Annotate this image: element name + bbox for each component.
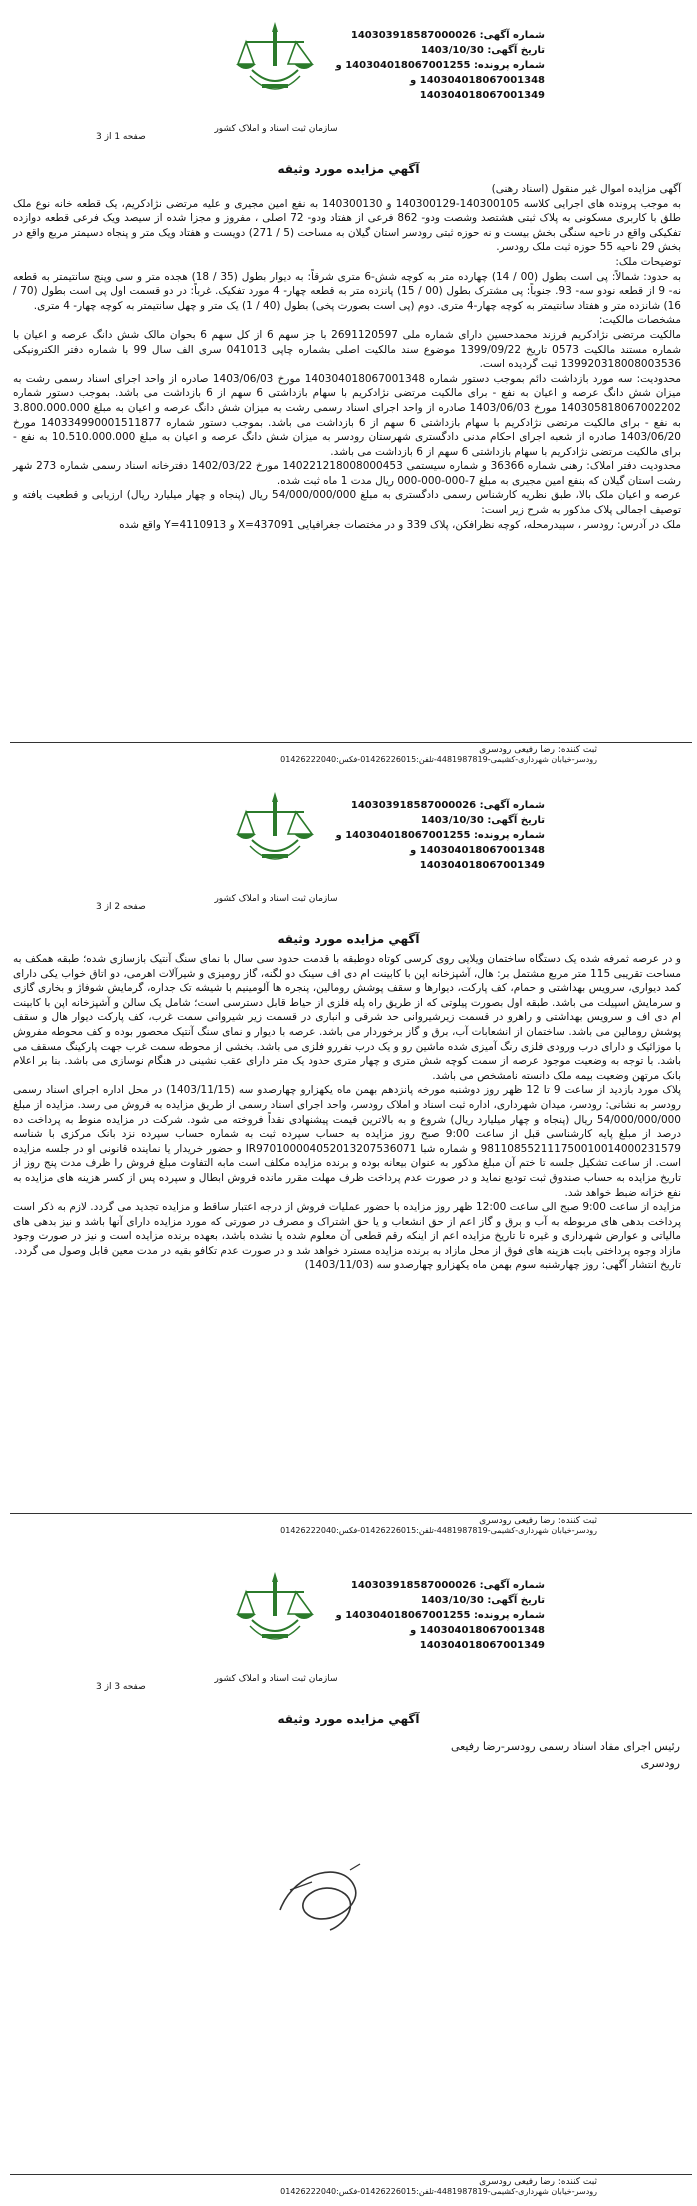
paragraph: عرصه و اعیان ملک بالا، طبق نظریه کارشناس رسمی دادگستری به مبلغ 54/000/000/000 ریال (پنجاه و چهار میلیارد ریال) ارزیابی و قطعیت یافته و توصیف اجمالی پلاک مذکور به شرح زیر است:: [13, 489, 681, 517]
page-header: [0, 1562, 697, 1697]
handwritten-signature: [250, 1840, 400, 1950]
office-address: رودسر-خیابان شهرداری-کشیمی-4481987819-تلفن:01426226015-فکس:01426222040: [280, 2187, 597, 2196]
footer-divider: [10, 2174, 692, 2175]
file-number-1: 140304018067001255 و: [335, 1610, 471, 1621]
page-number: صفحه 3 از 3: [96, 1682, 146, 1692]
page-number: صفحه 2 از 3: [96, 902, 146, 912]
file-number-2: 140304018067001348 و: [410, 845, 545, 856]
paragraph: محدودیت دفتر املاک: رهنی شماره 36366 و شماره سیستمی 140221218008000453 مورخ 1402/03/22 دفترخانه اسناد رسمی شماره 273 شهر رشت استان گیلان که بنفع امین مجیری به مبلغ 7-000-000-000 ریال مدت 1 ماه ثبت شده.: [13, 460, 681, 487]
notice-number: 140303918587000026: [350, 30, 477, 41]
page-footer: [10, 2174, 692, 2198]
file-number-label: شماره پرونده:: [473, 60, 545, 71]
paragraph: مزایده از ساعت 9:00 صبح الی ساعت 12:00 ظهر روز مزایده با حضور عملیات فروش از درجه اعتبار ساقط و مزایده تجدید می گردد. لازم به ذکر است پرداخت بدهی های مربوطه به آب و برق و گاز اعم از حق انشعاب و یا حق اشتراک و مصرف در صورتی که مورد مزایده دارای آنها باشد و نیز بدهی های مالیاتی و عوارض شهرداری و غیره تا تاریخ مزایده اعم از اینکه رقم قطعی آن معلوم شده یا نشده باشد، بعهده برنده مزایده است و نیز در صورت وجود مازاد وجوه پرداختی بابت هزینه های فوق از محل مازاد به برنده مزایده مسترد خواهد شد و در صورت عدم تکافو بقیه در مدت معین قابل وصول می گردد.: [13, 1201, 682, 1257]
notice-date: 1403/10/30: [420, 1595, 484, 1606]
emblem-caption: سازمان ثبت اسناد و املاک کشور: [214, 894, 338, 904]
page-number: صفحه 1 از 3: [96, 132, 146, 142]
paragraph: پلاک مورد بازدید از ساعت 9 تا 12 ظهر روز دوشنبه مورخه پانزدهم بهمن ماه یکهزارو چهارصدو سه (1403/11/15) در محل اداره اجرای اسناد رسمی رودسر به نشانی: رودسر، میدان شهرداری، اداره ثبت اسناد و املاک رودسر، واحد اجرای اسناد رسمی از طریق مزایده به فروش می رسد. مزایده از مبلغ 54/000/000/000 ریال (پنجاه و چهار میلیارد ریال) شروع و به بالاترین قیمت پیشنهادی نقداً فروخته می شود. شرکت در مزایده منوط به پرداخت ده درصد از مبلغ پایه کارشناسی قبل از ساعت 9:00 صبح روز مزایده به حساب سپرده ثبت به شماره حساب سپرده نزد بانک مرکزی با شناسه 981108552111750010014000231579 و شماره شبا IR970100004052013207536071 و حضور خریدار یا نماینده قانونی او در جلسه مزایده است. از ساعت تشکیل جلسه تا ختم آن مبلغ مذکور به عنوان بیعانه بوده و برنده مزایده مکلف است مابه التفاوت مبلغ فروش را ظرف مدت پنج روز از تاریخ مزایده به حساب صندوق ثبت تودیع نماید و در صورت عدم پرداخت ظرف مهلت مقرر مانده فروش ابطال و سپرده پس از کسر هزینه های مزایده به نفع خزانه ضبط خواهد شد.: [13, 1084, 682, 1199]
notice-number-label: شماره آگهی:: [479, 1580, 545, 1591]
notice-date-label: تاریخ آگهی:: [487, 815, 545, 826]
registrar-name: ثبت کننده: رضا رفیعی رودسری: [479, 2177, 597, 2187]
page-header: [0, 782, 697, 917]
paragraph: توضیحات ملک:: [615, 255, 681, 268]
paragraph: به حدود: شمالاً: پی است بطول (00 / 14) چهارده متر به کوچه شش-6 متری شرقاً: به دیوار بطول (35 / 18) هجده متر و سی وپنج سانتیمتر به قطعه نه- 9 از قطعه نودو سه- 93. جنوباً: پی مشترک بطول (00 / 15) پانزده متر به قطعه چهار- 4 مورد تفکیک. غرباً: در دو قسمت اول پی است بطول (70 / 16) شانزده متر و هفتاد سانتیمتر به کوچه چهار-4 متری. دوم (پی است بصورت پخی) بطول (40 / 1) یک متر و چهل سانتیمتر به کوچه چهار- 4 متری.: [13, 270, 682, 312]
file-number-3: 140304018067001349: [419, 860, 545, 871]
page-footer: [10, 1513, 692, 1537]
notice-number: 140303918587000026: [350, 800, 477, 811]
office-address: رودسر-خیابان شهرداری-کشیمی-4481987819-تلفن:01426226015-فکس:01426222040: [280, 755, 597, 764]
signatory-title: رئیس اجرای مفاد اسناد رسمی رودسر-رضا رفیعی: [450, 1740, 680, 1753]
paragraph: مالکیت مرتضی نژادکریم فرزند محمدحسین دارای شماره ملی 2691120597 با جز سهم 6 از کل سهم 6 بحوان مالک شش دانگ عرصه و اعیان با شماره مستند مالکیت 0573 تاریخ 1399/09/22 موضوع سند مالکیت اصلی بشماره چاپی 041013 سری الف سال 99 با شماره دفتر الکترونیکی 139920318008003536 ثبت گردیده است.: [13, 328, 682, 371]
notice-title: آگهي مزايده مورد وثيقه: [277, 932, 420, 946]
signatory-block: [330, 1738, 680, 1772]
notice-date-label: تاریخ آگهی:: [487, 45, 545, 56]
file-number-2: 140304018067001348 و: [410, 75, 545, 86]
file-number-2: 140304018067001348 و: [410, 1625, 545, 1636]
paragraph: به موجب پرونده های اجرایی کلاسه 140300105-140300129 و 140300130 به نفع امین مجیری و علیه مرتضی نژادکریم، یک قطعه خانه نوع ملک طلق با کاربری مسکونی به پلاک ثبتی هشتصد وشصت ودو- 862 فرعی از هفتاد ودو- 72 اصلی ، مفروز و مجزا شده از سیصد ویک فرعی قطعه دوازده تفکیکی واقع در ناحیه سنگی بخش بیست و نه حوزه ثبتی رودسر استان گیلان به مساحت (5 / 271) دویست و هفتاد ویک متر و پنجاه دسیمتر مربع واقع در بخش 29 ناحیه 55 حوزه ثبت ملک رودسر.: [13, 197, 681, 254]
notice-date-label: تاریخ آگهی:: [487, 1595, 545, 1606]
page-header: [0, 12, 697, 147]
judiciary-emblem-icon: [232, 788, 318, 896]
footer-divider: [10, 1513, 692, 1514]
registrar-name: ثبت کننده: رضا رفیعی رودسری: [479, 745, 597, 755]
notice-date: 1403/10/30: [420, 815, 484, 826]
notice-number-label: شماره آگهی:: [479, 800, 545, 811]
paragraph: مشخصات مالکیت:: [598, 314, 681, 327]
notice-title: آگهي مزايده مورد وثيقه: [277, 162, 420, 176]
notice-body: [13, 182, 681, 532]
file-number-1: 140304018067001255 و: [335, 60, 471, 71]
judiciary-emblem-icon: [232, 1568, 318, 1676]
paragraph: تاریخ انتشار آگهی: روز چهارشنبه سوم بهمن ماه یکهزارو چهارصدو سه (1403/11/03): [304, 1259, 681, 1272]
file-number-3: 140304018067001349: [419, 90, 545, 101]
office-address: رودسر-خیابان شهرداری-کشیمی-4481987819-تلفن:01426226015-فکس:01426222040: [280, 1526, 597, 1535]
emblem-caption: سازمان ثبت اسناد و املاک کشور: [214, 124, 338, 134]
paragraph: آگهی مزایده اموال غیر منقول (اسناد رهنی): [491, 183, 681, 195]
paragraph: محدودیت: سه مورد بازداشت دائم بموجب دستور شماره 140304018067001348 مورخ 1403/06/03 صادره از واحد اجرای اسناد رسمی رشت به میزان شش دانگ عرصه و اعیان به نفع - برای مالکیت مرتضی نژادکریم با سهام بازداشتی 6 سهم از 6 بازداشت می باشد. بموجب دستور شماره 140305818067002202 مورخ 1403/06/03 صادره از واحد اجرای اسناد رسمی رشت به میزان شش دانگ عرصه و اعیان به مبلغ 3.800.000.000 به نفع - برای مالکیت مرتضی نژادکریم با سهام بازداشتی 6 سهم از 6 بازداشت می باشد. بموجب دستور شماره 140334990001511877 مورخ 1403/06/20 صادره از شعبه اجرای احکام مدنی دادگستری شهرستان رودسر به میزان شش دانگ عرصه و اعیان به مبلغ 10.510.000.000 به نفع - برای مالکیت مرتضی نژادکریم با سهام بازداشتی 6 سهم از 6 بازداشت می باشد.: [13, 372, 682, 458]
judiciary-emblem-icon: [232, 18, 318, 126]
signatory-name: رودسری: [640, 1757, 680, 1770]
file-number-3: 140304018067001349: [419, 1640, 545, 1651]
emblem-caption: سازمان ثبت اسناد و املاک کشور: [214, 1674, 338, 1684]
file-number-label: شماره پرونده:: [473, 1610, 545, 1621]
notice-date: 1403/10/30: [420, 45, 484, 56]
page-footer: [10, 742, 692, 766]
notice-number: 140303918587000026: [350, 1580, 477, 1591]
footer-divider: [10, 742, 692, 743]
file-number-1: 140304018067001255 و: [335, 830, 471, 841]
notice-title: آگهي مزايده مورد وثيقه: [277, 1712, 420, 1726]
file-number-label: شماره پرونده:: [473, 830, 545, 841]
notice-meta: [335, 28, 545, 103]
page-3: [0, 1550, 697, 2206]
paragraph: و در عرصه ثمرفه شده یک دستگاه ساختمان ویلایی روی کرسی کوتاه دوطبقه با قدمت حدود سی سال با نمای سنگ آنتیک بازسازی شده؛ طبقه همکف به مساحت تقریبی 115 متر مربع مشتمل بر: هال، آشپزخانه اپن با کابینت ام دی اف سینک دو لگنه، گاز رومیزی و شیرآلات اهرمی، دو اتاق خواب یکی دارای کمد دیواری، سرویس بهداشتی و حمام، کف پارکت، دیوارها و سقف پوشش رومالین، پنجره ها آلومینیم با شیشه تک جداره، گرمایش شوفاژ و بخاری گازی و سرمایش اسپیلت می باشد. طبقه اول بصورت پیلوتی که از طریق راه پله فلزی از حیاط قابل دسترسی است؛ شامل یک سالن و آشپزخانه اپن با کابینت ام دی اف و سرویس بهداشتی و راهرو در قسمت زیرشیروانی حد شرقی و انباری در قسمت زیر شیروانی سمت غرب، کف پارکت دیوار هال و سقف پوشش رومالین می باشد. ساختمان از انشعابات آب، برق و گاز برخوردار می باشد. عرصه با دیوار و نمای سنگ آنتیک محصور بوده و کف محوطه مفروش با موزائیک و دارای درب ورودی فلزی رنگ آمیزی شده ماشین رو و یک درب نفررو فلزی می باشد. بخشی از محوطه سمت غرب جهت پارکینگ مسقف می باشد. با توجه به وضعیت موجود عرصه از سمت کوچه شش متری و چهار متری حدود یک متر دارای عقب نشینی در هنگام نوسازی می باشد. بنا بر اعلام بانک مرتهن وضعیت بیمه ملک دانسته نامشخص می باشد.: [13, 953, 681, 1082]
registrar-name: ثبت کننده: رضا رفیعی رودسری: [479, 1516, 597, 1526]
paragraph: ملک در آدرس: رودسر ، سپیدرمحله، کوچه نظرافکن، پلاک 339 و در مختصات جغرافیایی X=437091 و Y=4110913 واقع شده: [119, 518, 681, 531]
notice-meta: [335, 1578, 545, 1653]
notice-body: [13, 952, 681, 1273]
page-2: [0, 770, 697, 1550]
notice-number-label: شماره آگهی:: [479, 30, 545, 41]
page-1: [0, 0, 697, 770]
notice-meta: [335, 798, 545, 873]
